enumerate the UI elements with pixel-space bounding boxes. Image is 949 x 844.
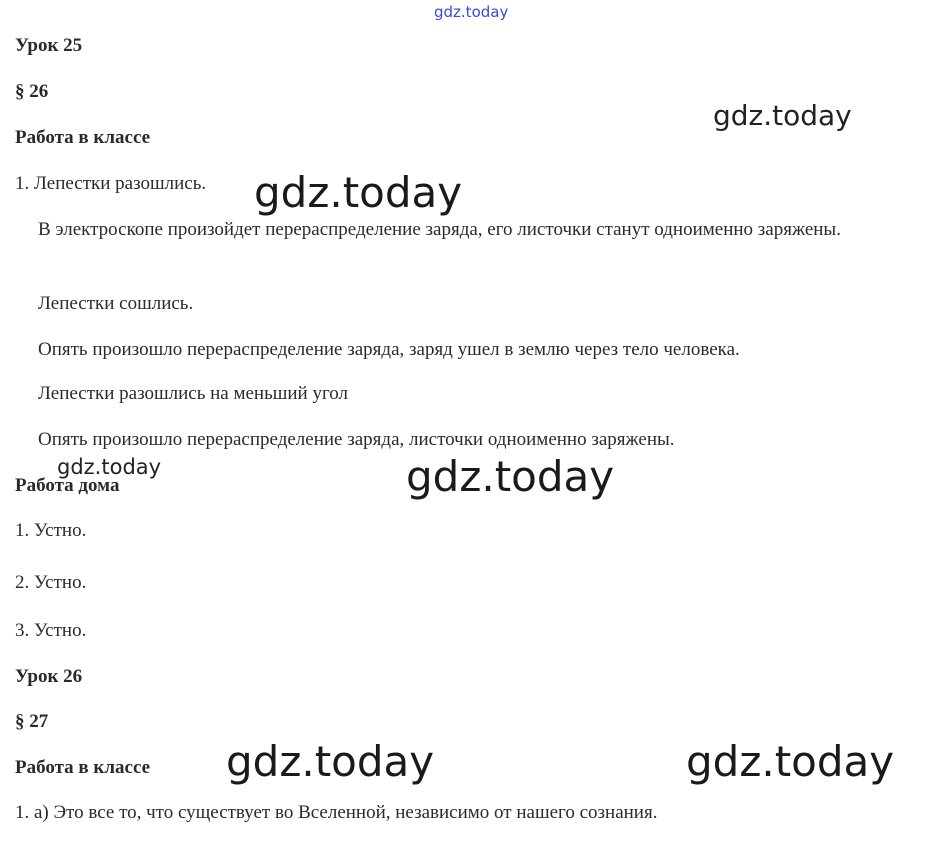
section-number: § 27 [15, 711, 49, 732]
homework-title: Работа дома [15, 475, 120, 496]
watermark: gdz.today [254, 168, 463, 217]
homework-item: 3. Устно. [15, 620, 87, 641]
lesson-heading: Урок 26 [15, 666, 83, 687]
homework-item: 2. Устно. [15, 572, 87, 593]
watermark: gdz.today [226, 737, 435, 786]
answer-line: Опять произошло перераспределение заряда, заряд ушел в землю через тело человека. [38, 339, 740, 360]
answer-item: 1. Лепестки разошлись. [15, 173, 207, 194]
lesson-heading: Урок 25 [15, 35, 83, 56]
homework-item: 1. Устно. [15, 520, 87, 541]
watermark: gdz.today [57, 455, 162, 479]
watermark: gdz.today [713, 99, 852, 132]
classwork-title: Работа в классе [15, 757, 151, 778]
answer-line: Лепестки сошлись. [38, 293, 194, 314]
classwork-title: Работа в классе [15, 127, 151, 148]
answer-line: Лепестки разошлись на меньший угол [38, 383, 349, 404]
watermark: gdz.today [406, 452, 615, 501]
answer-paragraph: В электроскопе произойдет перераспределение заряда, его листочки станут одноименно заряжены. [38, 219, 841, 240]
watermark: gdz.today [686, 737, 895, 786]
watermark-top: gdz.today [434, 3, 509, 21]
section-number: § 26 [15, 81, 49, 102]
answer-item: 1. а) Это все то, что существует во Вселенной, независимо от нашего сознания. [15, 802, 658, 823]
answer-line: Опять произошло перераспределение заряда, листочки одноименно заряжены. [38, 429, 675, 450]
